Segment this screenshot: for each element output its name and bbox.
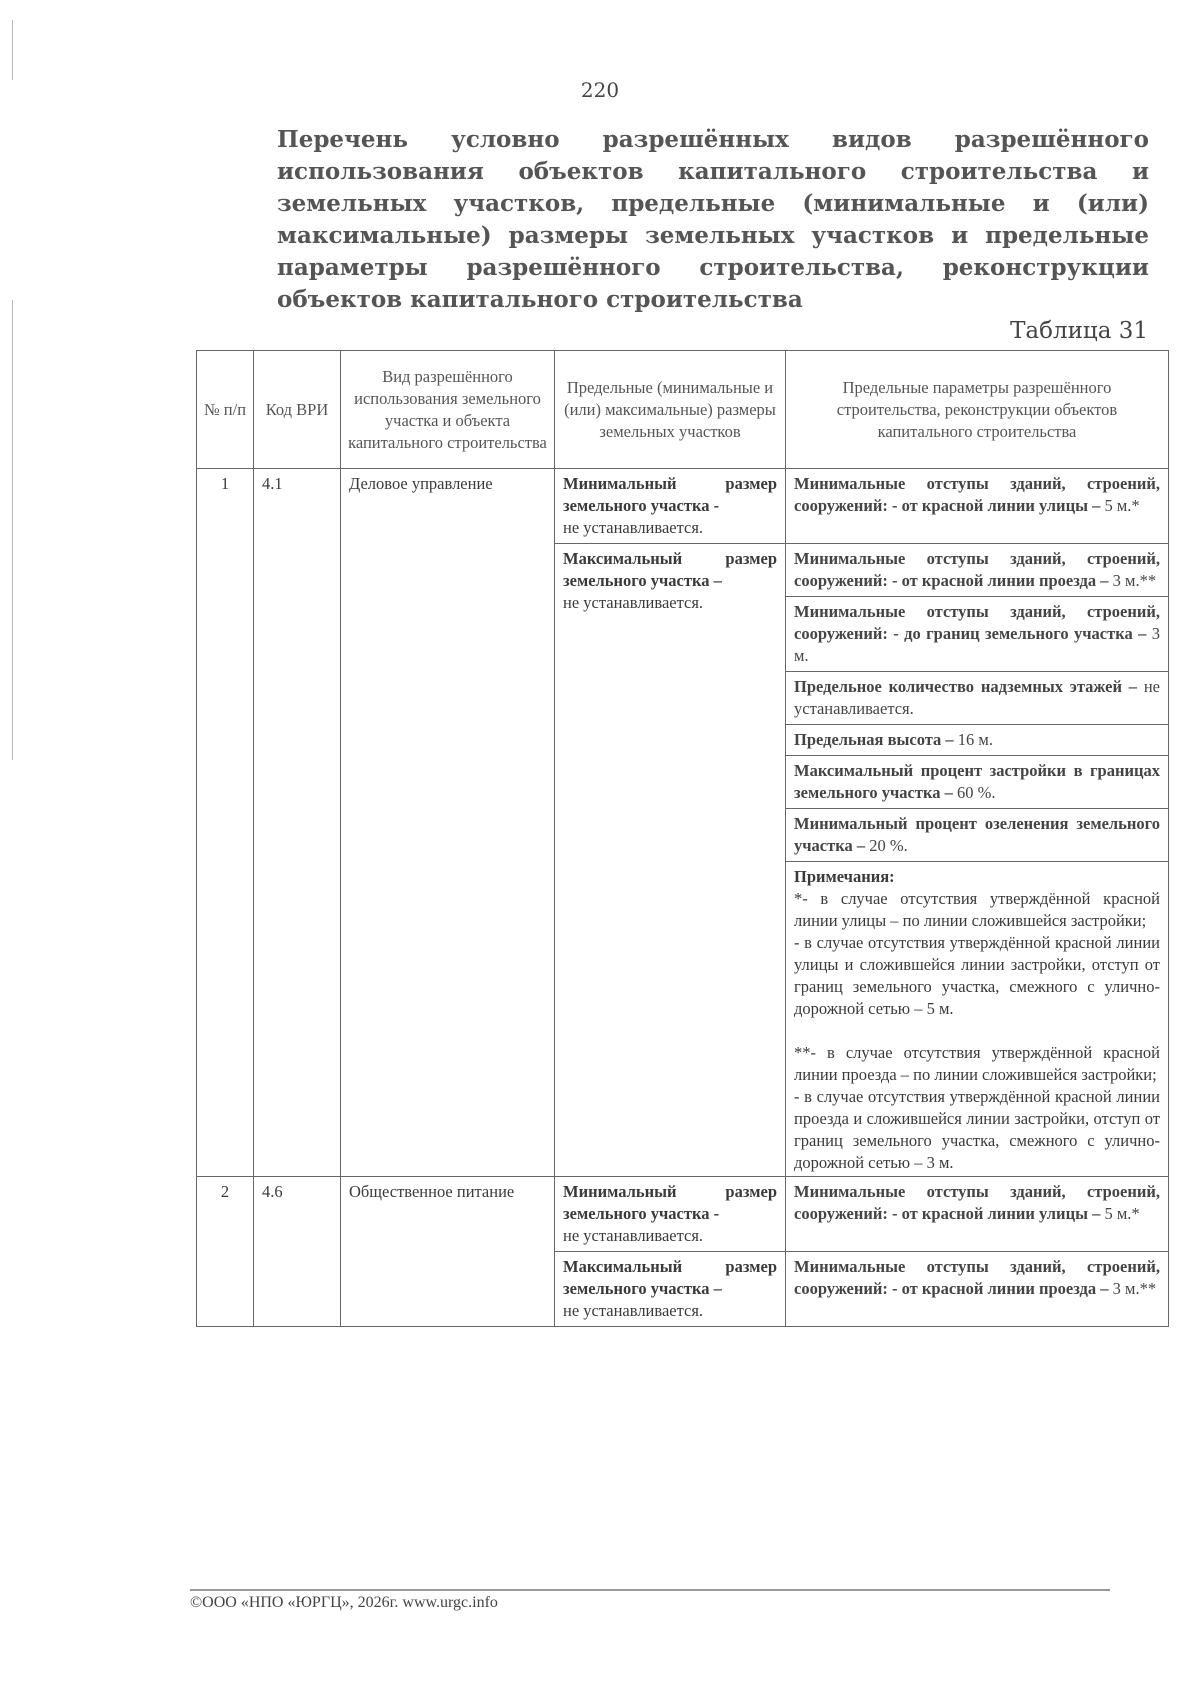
max-size-value: не устанавливается. xyxy=(563,593,704,612)
param-cell xyxy=(786,672,1169,725)
param-label: Предельная высота – xyxy=(794,730,954,749)
param-value: 16 м. xyxy=(957,730,993,749)
min-size-cell xyxy=(555,1177,786,1252)
notes-title: Примечания: xyxy=(794,867,895,886)
min-size-cell xyxy=(555,469,786,544)
footer-copyright: ©ООО «НПО «ЮРГЦ», 2026г. www.urgc.info xyxy=(190,1594,498,1611)
param-label: Минимальные отступы зданий, строений, сооружений: - от красной линии улицы – xyxy=(794,1182,1160,1223)
notes-cell xyxy=(786,862,1169,1177)
note-text: **- в случае отсутствия утверждённой красной линии проезда – по линии сложившейся застройки; xyxy=(794,1043,1160,1084)
param-value: 20 %. xyxy=(869,836,908,855)
max-size-cell xyxy=(555,544,786,1177)
param-value: 3 м.** xyxy=(1112,571,1157,590)
regulations-table xyxy=(196,350,1169,1327)
row-code: 4.1 xyxy=(254,469,341,1177)
scan-margin-mark xyxy=(12,300,13,760)
min-size-label: Минимальный размер земельного участка - xyxy=(563,1182,777,1223)
table-caption: Таблица 31 xyxy=(1010,318,1148,344)
footer-divider xyxy=(190,1589,1110,1591)
header-size: Предельные (минимальные и (или) максимальные) размеры земельных участков xyxy=(555,351,786,469)
table-header-row xyxy=(197,351,1169,469)
param-label: Минимальные отступы зданий, строений, сооружений: - от красной линии проезда – xyxy=(794,549,1160,590)
param-value: 60 %. xyxy=(956,783,996,802)
param-cell xyxy=(786,725,1169,756)
table-row xyxy=(197,469,1169,544)
note-text: - в случае отсутствия утверждённой красной линии проезда и сложившейся линии застройки, отступ от границ земельного участка, смежного с улично-дорожной сетью – 3 м. xyxy=(794,1087,1160,1172)
param-label: Минимальные отступы зданий, строений, сооружений: - до границ земельного участка – xyxy=(794,602,1160,643)
param-label: Максимальный процент застройки в границах земельного участка – xyxy=(794,761,1160,802)
max-size-value: не устанавливается. xyxy=(563,1301,704,1320)
note-text: *- в случае отсутствия утверждённой красной линии улицы – по линии сложившейся застройки; xyxy=(794,889,1160,930)
scan-margin-mark xyxy=(12,20,13,80)
min-size-value: не устанавливается. xyxy=(563,1226,704,1245)
min-size-label: Минимальный размер земельного участка - xyxy=(563,474,777,515)
param-cell xyxy=(786,469,1169,544)
note-text: - в случае отсутствия утверждённой красной линии улицы и сложившейся линии застройки, отступ от границ земельного участка, смежного с улично-дорожной сетью – 5 м. xyxy=(794,933,1160,1018)
row-number: 1 xyxy=(197,469,254,1177)
param-cell xyxy=(786,544,1169,597)
param-label: Минимальный процент озеленения земельного участка – xyxy=(794,814,1160,855)
param-value: не устанавливается. xyxy=(794,677,1160,718)
param-cell xyxy=(786,756,1169,809)
param-value: 3 м.** xyxy=(1112,1279,1157,1298)
param-cell xyxy=(786,809,1169,862)
row-use: Деловое управление xyxy=(341,469,555,1177)
param-value: 3 м. xyxy=(794,624,1160,665)
param-value: 5 м.* xyxy=(1104,1204,1140,1223)
header-num: № п/п xyxy=(197,351,254,469)
document-heading: Перечень условно разрешённых видов разрешённого использования объектов капитального строительства и земельных участков, предельные (минимальные и (или) максимальные) размеры земельных участков и предельные параметры разрешённого строительства, реконструкции объектов капитального строительства xyxy=(277,126,1149,313)
row-number: 2 xyxy=(197,1177,254,1327)
param-cell xyxy=(786,597,1169,672)
page-number: 220 xyxy=(580,78,620,102)
header-params: Предельные параметры разрешённого строительства, реконструкции объектов капитального строительства xyxy=(786,351,1169,469)
row-use: Общественное питание xyxy=(341,1177,555,1327)
header-code: Код ВРИ xyxy=(254,351,341,469)
header-use: Вид разрешённого использования земельного участка и объекта капитального строительства xyxy=(341,351,555,469)
param-cell xyxy=(786,1252,1169,1327)
max-size-label: Максимальный размер земельного участка – xyxy=(563,1257,777,1298)
table-row xyxy=(197,1177,1169,1252)
param-label: Минимальные отступы зданий, строений, сооружений: - от красной линии проезда – xyxy=(794,1257,1160,1298)
param-label: Минимальные отступы зданий, строений, сооружений: - от красной линии улицы – xyxy=(794,474,1160,515)
min-size-value: не устанавливается. xyxy=(563,518,704,537)
param-value: 5 м.* xyxy=(1104,496,1140,515)
param-label: Предельное количество надземных этажей – xyxy=(794,677,1138,696)
param-cell xyxy=(786,1177,1169,1252)
max-size-cell xyxy=(555,1252,786,1327)
row-code: 4.6 xyxy=(254,1177,341,1327)
max-size-label: Максимальный размер земельного участка – xyxy=(563,549,777,590)
